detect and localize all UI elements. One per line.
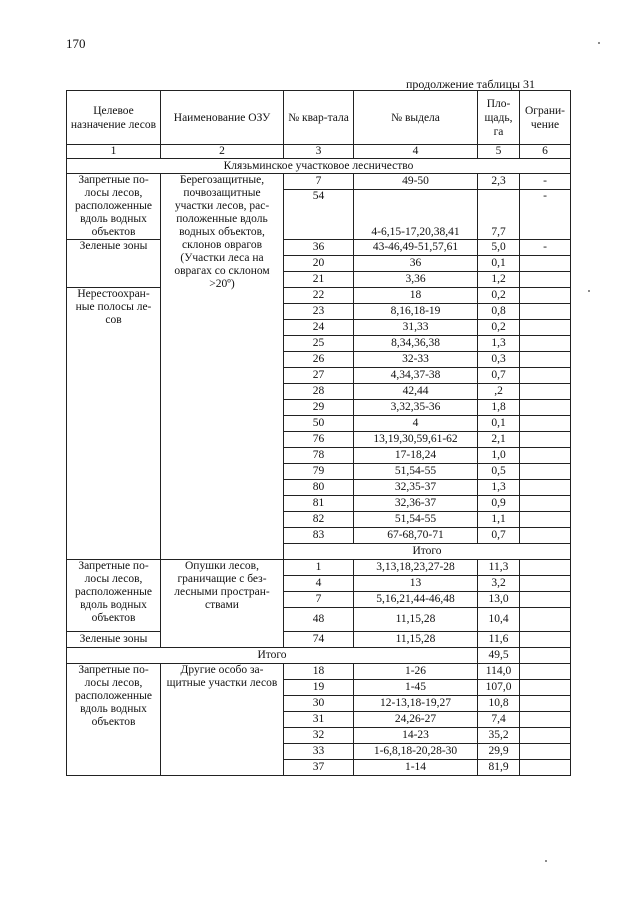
area-cell: 0,1: [478, 256, 520, 272]
vydel-cell: 18: [354, 288, 478, 304]
vydel-cell: 31,33: [354, 320, 478, 336]
area-cell: 5,0: [478, 240, 520, 256]
limit-cell: [520, 512, 571, 528]
ozu-table: [66, 90, 571, 776]
area-cell: 13,0: [478, 592, 520, 608]
area-cell: 114,0: [478, 664, 520, 680]
limit-cell: [520, 592, 571, 608]
limit-cell: [520, 664, 571, 680]
scan-speck: [598, 42, 600, 44]
kvartal-cell: 25: [284, 336, 354, 352]
limit-cell: [520, 336, 571, 352]
vydel-cell: 67-68,70-71: [354, 528, 478, 544]
kvartal-cell: 48: [284, 608, 354, 632]
header-area: Пло-щадь, га: [478, 91, 520, 145]
kvartal-cell: 54: [284, 190, 354, 240]
vydel-cell: 51,54-55: [354, 512, 478, 528]
limit-cell: [520, 288, 571, 304]
scan-speck: [588, 290, 590, 292]
kvartal-cell: 30: [284, 696, 354, 712]
vydel-cell: 4: [354, 416, 478, 432]
area-cell: 0,1: [478, 416, 520, 432]
limit-cell: -: [520, 174, 571, 190]
area-cell: 2,1: [478, 432, 520, 448]
table-row: [67, 664, 571, 680]
limit-cell: [520, 680, 571, 696]
vydel-cell: 13,19,30,59,61-62: [354, 432, 478, 448]
area-cell: 1,1: [478, 512, 520, 528]
limit-cell: [520, 432, 571, 448]
vydel-cell: 1-14: [354, 760, 478, 776]
column-numbers-row: [67, 145, 571, 159]
table-caption: продолжение таблицы 31: [406, 77, 536, 91]
kvartal-cell: 28: [284, 384, 354, 400]
area-cell: 1,8: [478, 400, 520, 416]
table-row: [67, 288, 571, 304]
kvartal-cell: 74: [284, 632, 354, 648]
area-cell: 0,3: [478, 352, 520, 368]
kvartal-cell: 26: [284, 352, 354, 368]
kvartal-cell: 82: [284, 512, 354, 528]
area-cell: 81,9: [478, 760, 520, 776]
limit-cell: [520, 480, 571, 496]
limit-cell: [520, 400, 571, 416]
kvartal-cell: 83: [284, 528, 354, 544]
vydel-cell: 1-6,8,18-20,28-30: [354, 744, 478, 760]
kvartal-cell: 50: [284, 416, 354, 432]
kvartal-cell: 21: [284, 272, 354, 288]
area-cell: 10,4: [478, 608, 520, 632]
kvartal-cell: 36: [284, 240, 354, 256]
limit-cell: [520, 352, 571, 368]
area-cell: 0,9: [478, 496, 520, 512]
area-cell: 1,3: [478, 480, 520, 496]
kvartal-cell: 27: [284, 368, 354, 384]
limit-cell: [520, 320, 571, 336]
limit-cell: [520, 728, 571, 744]
area-cell: 2,3: [478, 174, 520, 190]
kvartal-cell: 7: [284, 174, 354, 190]
area-cell: 1,2: [478, 272, 520, 288]
vydel-cell: 43-46,49-51,57,61: [354, 240, 478, 256]
area-cell: 0,7: [478, 528, 520, 544]
area-cell: 0,5: [478, 464, 520, 480]
col-number: 1: [67, 145, 161, 159]
limit-cell: -: [520, 240, 571, 256]
purpose-cell: Нерестоохран-ные полосы ле-сов: [67, 288, 161, 560]
area-cell: 1,3: [478, 336, 520, 352]
limit-cell: [520, 632, 571, 648]
kvartal-cell: 79: [284, 464, 354, 480]
limit-cell: [520, 608, 571, 632]
kvartal-cell: 24: [284, 320, 354, 336]
kvartal-cell: 7: [284, 592, 354, 608]
limit-cell: [520, 416, 571, 432]
header-row: [67, 91, 571, 145]
purpose-cell: Зеленые зоны: [67, 240, 161, 288]
area-cell: 0,7: [478, 368, 520, 384]
purpose-cell: Запретные по-лосы лесов, расположенные вдоль водных объектов: [67, 560, 161, 632]
area-cell: 0,2: [478, 320, 520, 336]
kvartal-cell: 37: [284, 760, 354, 776]
vydel-cell: 32,36-37: [354, 496, 478, 512]
vydel-cell: 3,13,18,23,27-28: [354, 560, 478, 576]
kvartal-cell: 23: [284, 304, 354, 320]
kvartal-cell: 18: [284, 664, 354, 680]
kvartal-cell: 22: [284, 288, 354, 304]
total-row: [67, 648, 571, 664]
limit-cell: -: [520, 190, 571, 240]
limit-cell: [520, 576, 571, 592]
limit-cell: [520, 744, 571, 760]
kvartal-cell: 1: [284, 560, 354, 576]
area-cell: 1,0: [478, 448, 520, 464]
area-cell: 11,6: [478, 632, 520, 648]
table-row: [67, 174, 571, 190]
limit-cell: [520, 304, 571, 320]
col-number: 4: [354, 145, 478, 159]
area-cell: 35,2: [478, 728, 520, 744]
vydel-cell: 4,34,37-38: [354, 368, 478, 384]
area-cell: 107,0: [478, 680, 520, 696]
purpose-cell: Запретные по-лосы лесов, расположенные вдоль водных объектов: [67, 664, 161, 776]
header-vydel: № выдела: [354, 91, 478, 145]
header-ozu-name: Наименование ОЗУ: [161, 91, 284, 145]
section-row: [67, 159, 571, 174]
vydel-cell: 17-18,24: [354, 448, 478, 464]
area-cell: 11,3: [478, 560, 520, 576]
total-area: 49,5: [478, 648, 520, 664]
area-cell: ,2: [478, 384, 520, 400]
kvartal-cell: 29: [284, 400, 354, 416]
limit-cell: [520, 464, 571, 480]
vydel-cell: 1-26: [354, 664, 478, 680]
area-cell: 10,8: [478, 696, 520, 712]
vydel-cell: 11,15,28: [354, 608, 478, 632]
limit-cell: [520, 712, 571, 728]
vydel-cell: 49-50: [354, 174, 478, 190]
ozu-name-cell: Берегозащитные, почвозащитные участки лесов, рас-положенные вдоль водных объектов, склонов оврагов (Участки леса на оврагах со склоном >20º): [161, 174, 284, 560]
area-cell: 0,2: [478, 288, 520, 304]
limit-cell: [520, 560, 571, 576]
vydel-cell: 12-13,18-19,27: [354, 696, 478, 712]
header-purpose: Целевое назначение лесов: [67, 91, 161, 145]
col-number: 2: [161, 145, 284, 159]
area-cell: 0,8: [478, 304, 520, 320]
col-number: 5: [478, 145, 520, 159]
kvartal-cell: 78: [284, 448, 354, 464]
kvartal-cell: 76: [284, 432, 354, 448]
col-number: 6: [520, 145, 571, 159]
limit-cell: [520, 384, 571, 400]
header-limit: Ограни-чение: [520, 91, 571, 145]
total-label: Итого: [67, 648, 478, 664]
vydel-cell: 32,35-37: [354, 480, 478, 496]
table-row: [67, 240, 571, 256]
kvartal-cell: 33: [284, 744, 354, 760]
section-title: Клязьминское участковое лесничество: [67, 159, 571, 174]
table-row: [67, 632, 571, 648]
col-number: 3: [284, 145, 354, 159]
area-cell: 29,9: [478, 744, 520, 760]
kvartal-cell: 80: [284, 480, 354, 496]
vydel-cell: 8,16,18-19: [354, 304, 478, 320]
vydel-cell: 8,34,36,38: [354, 336, 478, 352]
kvartal-cell: 19: [284, 680, 354, 696]
vydel-cell: 3,32,35-36: [354, 400, 478, 416]
vydel-cell: 1-45: [354, 680, 478, 696]
purpose-cell: Запретные по-лосы лесов, расположенные вдоль водных объектов: [67, 174, 161, 240]
vydel-cell: 11,15,28: [354, 632, 478, 648]
area-cell: 7,7: [478, 190, 520, 240]
limit-cell: [520, 528, 571, 544]
page-number: 170: [66, 36, 86, 51]
kvartal-cell: 31: [284, 712, 354, 728]
limit-cell: [520, 368, 571, 384]
vydel-cell: 36: [354, 256, 478, 272]
kvartal-cell: 32: [284, 728, 354, 744]
purpose-cell: Зеленые зоны: [67, 632, 161, 648]
limit-cell: [520, 256, 571, 272]
vydel-cell: 3,36: [354, 272, 478, 288]
header-kvartal: № квар-тала: [284, 91, 354, 145]
ozu-name-cell: Опушки лесов, граничащие с без-лесными простран-ствами: [161, 560, 284, 648]
vydel-cell: 4-6,15-17,20,38,41: [354, 190, 478, 240]
vydel-cell: 24,26-27: [354, 712, 478, 728]
vydel-cell: 14-23: [354, 728, 478, 744]
vydel-cell: 32-33: [354, 352, 478, 368]
scan-speck: [545, 860, 547, 862]
kvartal-cell: 81: [284, 496, 354, 512]
area-cell: 3,2: [478, 576, 520, 592]
limit-cell: [520, 760, 571, 776]
limit-cell: [520, 496, 571, 512]
vydel-cell: 42,44: [354, 384, 478, 400]
limit-cell: [520, 648, 571, 664]
vydel-cell: 13: [354, 576, 478, 592]
table-row: [67, 560, 571, 576]
vydel-cell: 5,16,21,44-46,48: [354, 592, 478, 608]
kvartal-cell: 4: [284, 576, 354, 592]
limit-cell: [520, 696, 571, 712]
limit-cell: [520, 448, 571, 464]
area-cell: 7,4: [478, 712, 520, 728]
vydel-cell: 51,54-55: [354, 464, 478, 480]
total-label: Итого: [284, 544, 571, 560]
limit-cell: [520, 272, 571, 288]
kvartal-cell: 20: [284, 256, 354, 272]
ozu-name-cell: Другие особо за-щитные участки лесов: [161, 664, 284, 776]
